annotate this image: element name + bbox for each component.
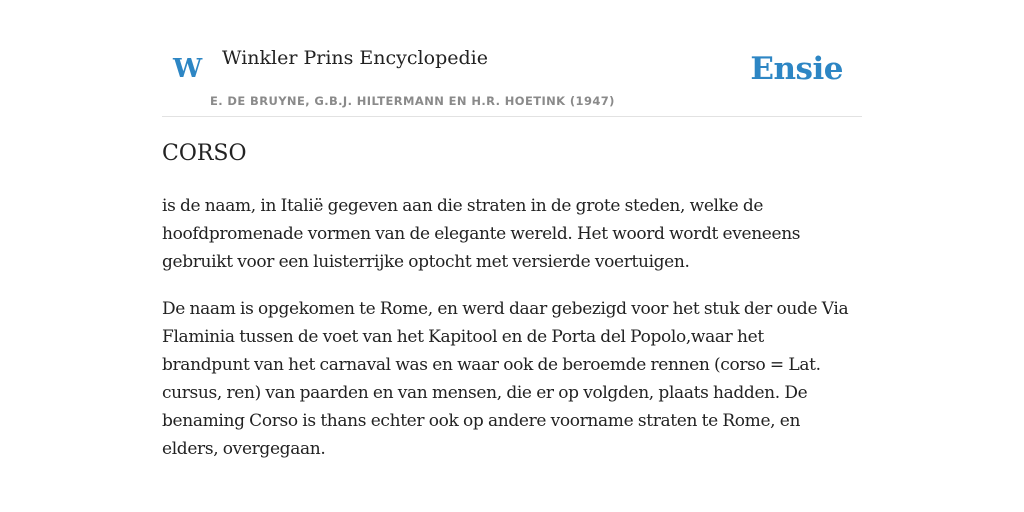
- paragraph-line: is de naam, in Italië gegeven aan die straten in de grote steden, welke de: [162, 196, 764, 216]
- ensie-logo-link[interactable]: Ensie: [750, 51, 843, 87]
- page-content: [162, 0, 862, 459]
- entry-paragraph-2: [162, 295, 862, 463]
- entry-title: CORSO: [162, 141, 247, 166]
- paragraph-line: benaming Corso is thans echter ook op andere voorname straten te Rome, en: [162, 411, 801, 431]
- paragraph-line: brandpunt van het carnaval was en waar ook de beroemde rennen (corso = Lat.: [162, 355, 821, 375]
- entry-paragraph-1: [162, 192, 862, 276]
- publication-logo-icon[interactable]: W: [173, 54, 203, 84]
- paragraph-line: elders, overgegaan.: [162, 439, 326, 459]
- publication-title[interactable]: Winkler Prins Encyclopedie: [222, 47, 488, 69]
- paragraph-line: cursus, ren) van paarden en van mensen, die er op volgden, plaats hadden. De: [162, 383, 808, 403]
- publication-header: [162, 0, 862, 117]
- paragraph-line: gebruikt voor een luisterrijke optocht met versierde voertuigen.: [162, 252, 690, 272]
- paragraph-line: De naam is opgekomen te Rome, en werd daar gebezigd voor het stuk der oude Via: [162, 299, 849, 319]
- paragraph-line: hoofdpromenade vormen van de elegante wereld. Het woord wordt eveneens: [162, 224, 801, 244]
- paragraph-line: Flaminia tussen de voet van het Kapitool en de Porta del Popolo,waar het: [162, 327, 764, 347]
- entry-body: [162, 192, 862, 482]
- publication-authors: E. DE BRUYNE, G.B.J. HILTERMANN EN H.R. HOETINK (1947): [210, 94, 615, 108]
